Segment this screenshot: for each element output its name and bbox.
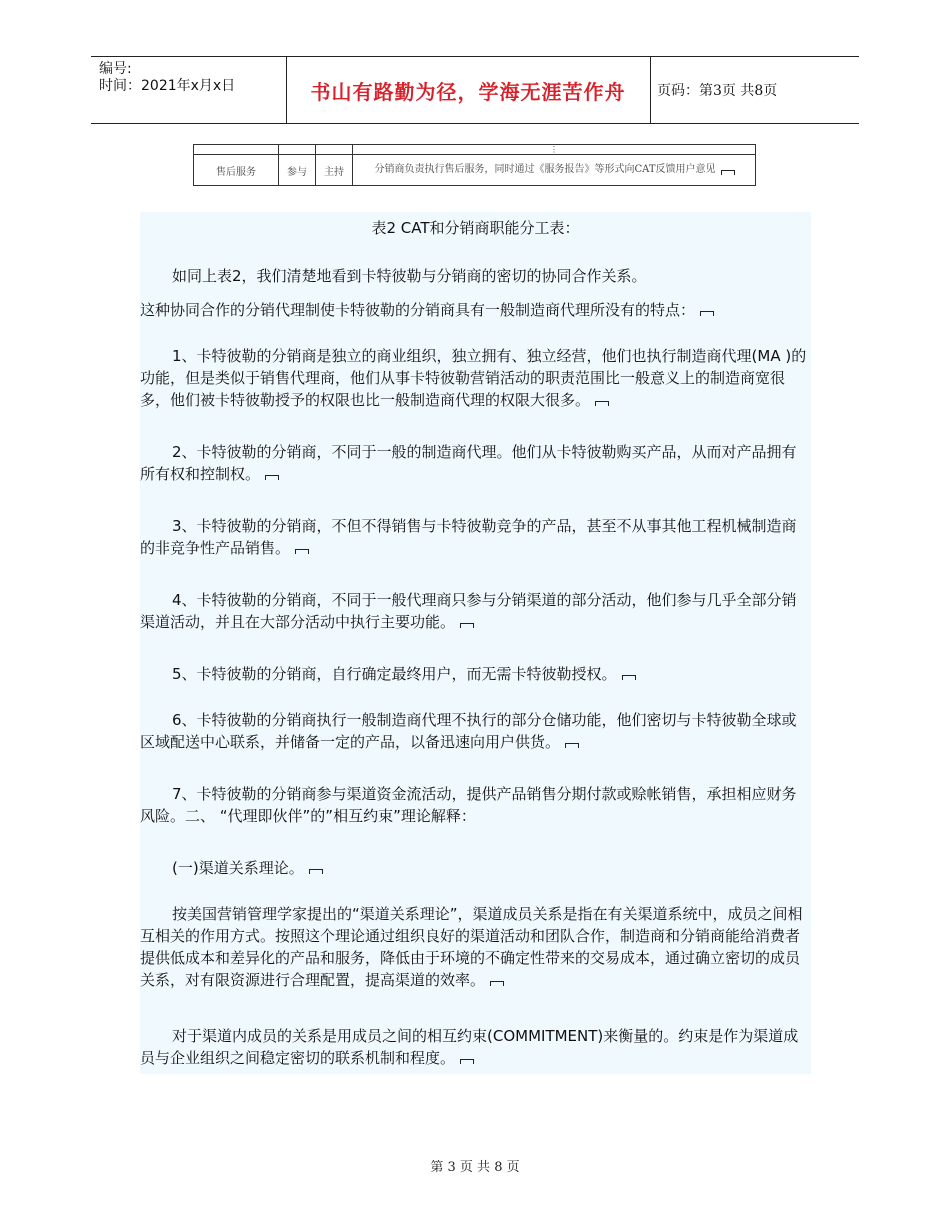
paragraph-text: 5、卡特彼勒的分销商，自行确定最终用户，而无需卡特彼勒授权。 [172, 665, 617, 683]
paragraph-mark-icon [595, 396, 608, 406]
paragraph [140, 265, 811, 287]
description-text: 分销商负责执行售后服务，同时通过《服务报告》等形式向CAT反馈用户意见 [374, 164, 716, 175]
paragraph [140, 1025, 811, 1069]
header-page-info: 页码：第3页 共8页 [657, 83, 778, 99]
paragraph [140, 441, 811, 485]
page-footer: 第 3 页 共 8 页 [430, 1160, 520, 1175]
table-row [194, 145, 756, 155]
paragraph-text: 2、卡特彼勒的分销商，不同于一般的制造商代理。他们从卡特彼勒购买产品，从而对产品拥有所有权和控制权。 [140, 443, 797, 483]
paragraph-text: 如同上表2，我们清楚地看到卡特彼勒与分销商的密切的协同合作关系。 [172, 267, 647, 285]
paragraph-mark-icon [460, 618, 473, 628]
paragraph-mark-icon [622, 670, 635, 680]
table-row [194, 155, 756, 186]
paragraph-text: 这种协同合作的分销代理制使卡特彼勒的分销商具有一般制造商代理所没有的特点： [140, 301, 696, 319]
paragraph [140, 903, 811, 991]
paragraph-mark-icon [490, 976, 503, 986]
paragraph-mark-icon [565, 738, 578, 748]
service-label-cell: 售后服务 [194, 155, 279, 186]
paragraph-text: 对于渠道内成员的关系是用成员之间的相互约束(COMMITMENT)来衡量的。约束是作为渠道成员与企业组织之间稳定密切的联系机制和程度。 [140, 1027, 799, 1067]
paragraph [140, 345, 811, 411]
paragraph-text: 7、卡特彼勒的分销商参与渠道资金流活动，提供产品销售分期付款或赊帐销售，承担相应财务风险。二、 “代理即伙伴”的”相互约束”理论解释： [140, 785, 797, 825]
paragraph-mark-icon [700, 306, 713, 316]
description-cell [353, 155, 756, 186]
header-motto: 书山有路勤为径，学海无涯苦作舟 [310, 79, 626, 104]
paragraph-text: 按美国营销管理学家提出的“渠道关系理论”，渠道成员关系是指在有关渠道系统中，成员之间相互相关的作用方式。按照这个理论通过组织良好的渠道活动和团队合作，制造商和分销商能给消费者提供低成本和差异化的产品和服务，降低由于环境的不确定性带来的交易成本，通过确立密切的成员关系，对有限资源进行合理配置，提高渠道的效率。 [140, 905, 803, 989]
paragraph-text: 3、卡特彼勒的分销商，不但不得销售与卡特彼勒竞争的产品，甚至不从事其他工程机械制造商的非竞争性产品销售。 [140, 517, 797, 557]
paragraph [140, 299, 811, 321]
paragraph-mark-icon [265, 470, 278, 480]
paragraph [140, 589, 811, 633]
paragraph-mark-icon [309, 864, 322, 874]
paragraph-mark-icon [460, 1054, 473, 1064]
paragraph-text: 1、卡特彼勒的分销商是独立的商业组织，独立拥有、独立经营，他们也执行制造商代理(MA )的功能，但是类似于销售代理商，他们从事卡特彼勒营销活动的职责范围比一般意义上的制造商宽很多，他们被卡特彼勒授予的权限也比一般制造商代理的权限大很多。 [140, 347, 807, 409]
paragraph-text: 6、卡特彼勒的分销商执行一般制造商代理不执行的部分仓储功能，他们密切与卡特彼勒全球或区域配送中心联系，并储备一定的产品，以备迅速向用户供货。 [140, 711, 797, 751]
paragraph [140, 663, 811, 685]
number-label: 编号: [99, 61, 132, 77]
paragraph-mark-icon [295, 544, 308, 554]
time-label: 时间：2021年x月x日 [99, 78, 236, 94]
document-body [140, 212, 811, 1074]
table-cell [279, 145, 316, 155]
table-cell [316, 145, 353, 155]
paragraph [140, 709, 811, 753]
paragraph-mark-icon [721, 165, 734, 175]
paragraph [140, 857, 811, 879]
duty-table [193, 144, 756, 186]
page-header [91, 56, 859, 124]
paragraph-text: (一)渠道关系理论。 [172, 859, 304, 877]
cat-role-cell: 参与 [279, 155, 316, 186]
distributor-role-cell: 主持 [316, 155, 353, 186]
paragraph [140, 783, 811, 827]
table-caption: 表2 CAT和分销商职能分工表： [371, 219, 580, 237]
header-divider [650, 57, 651, 123]
header-meta [99, 61, 284, 95]
table-cell [194, 145, 279, 155]
paragraph [140, 515, 811, 559]
table-cell-dots: ⋮ [353, 145, 756, 155]
paragraph-text: 4、卡特彼勒的分销商，不同于一般代理商只参与分销渠道的部分活动，他们参与几乎全部分销渠道活动，并且在大部分活动中执行主要功能。 [140, 591, 797, 631]
